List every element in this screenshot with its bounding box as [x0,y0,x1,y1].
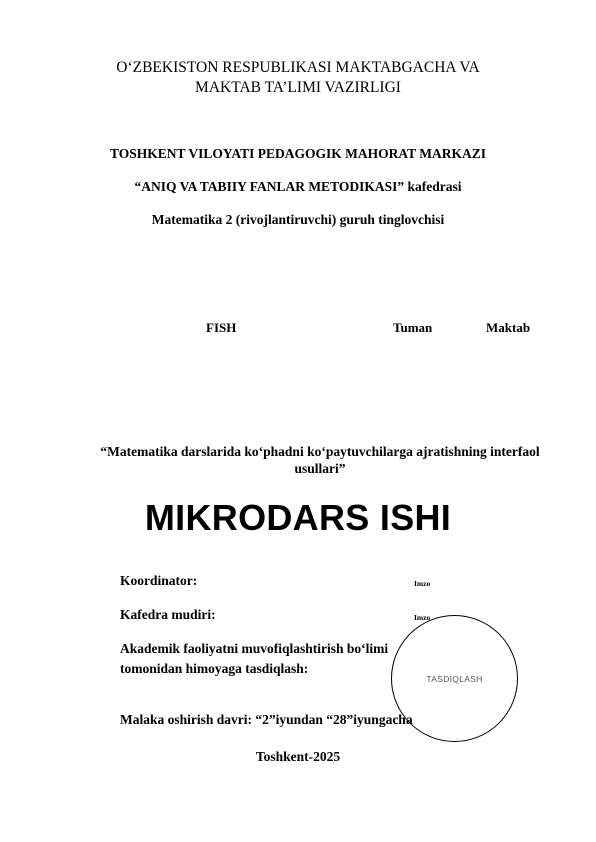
koordinator-label: Koordinator: [120,573,198,588]
group-name: Matematika 2 (rivojlantiruvchi) guruh tinglovchisi [151,212,445,227]
kafedra-label: Kafedra mudiri: [120,607,216,622]
ministry-name [0,58,596,98]
document-title: MIKRODARS ISHI [144,497,452,538]
tuman-label: Tuman [393,320,433,335]
footer-city-year: Toshkent-2025 [255,749,341,764]
training-period: Malaka oshirish davri: “2”iyundan “28”iyungacha [120,712,413,727]
fish-label: FISH [206,320,237,335]
ministry-line-1: O‘ZBEKISTON RESPUBLIKASI MAKTABGACHA VA [116,59,480,76]
ministry-line-2: MAKTAB TA’LIMI VAZIRLIGI [195,79,401,96]
kafedra-signature: Imzo [414,613,431,622]
akademik-label-line-1: Akademik faoliyatni muvofiqlashtirish bo‘limi [120,641,389,656]
maktab-label: Maktab [486,320,531,335]
center-name: TOSHKENT VILOYATI PEDAGOGIK MAHORAT MARKAZI [109,146,487,161]
stamp-text: TASDIQLASH [426,673,483,684]
akademik-label-line-2: tomonidan himoyaga tasdiqlash: [120,661,309,676]
koordinator-signature: Imzo [414,579,431,588]
topic-title: “Matematika darslarida ko‘phadni ko‘paytuvchilarga ajratishning interfaol usullari” [100,444,540,476]
department-name: “ANIQ VA TABIIY FANLAR METODIKASI” kafedrasi [134,179,462,194]
